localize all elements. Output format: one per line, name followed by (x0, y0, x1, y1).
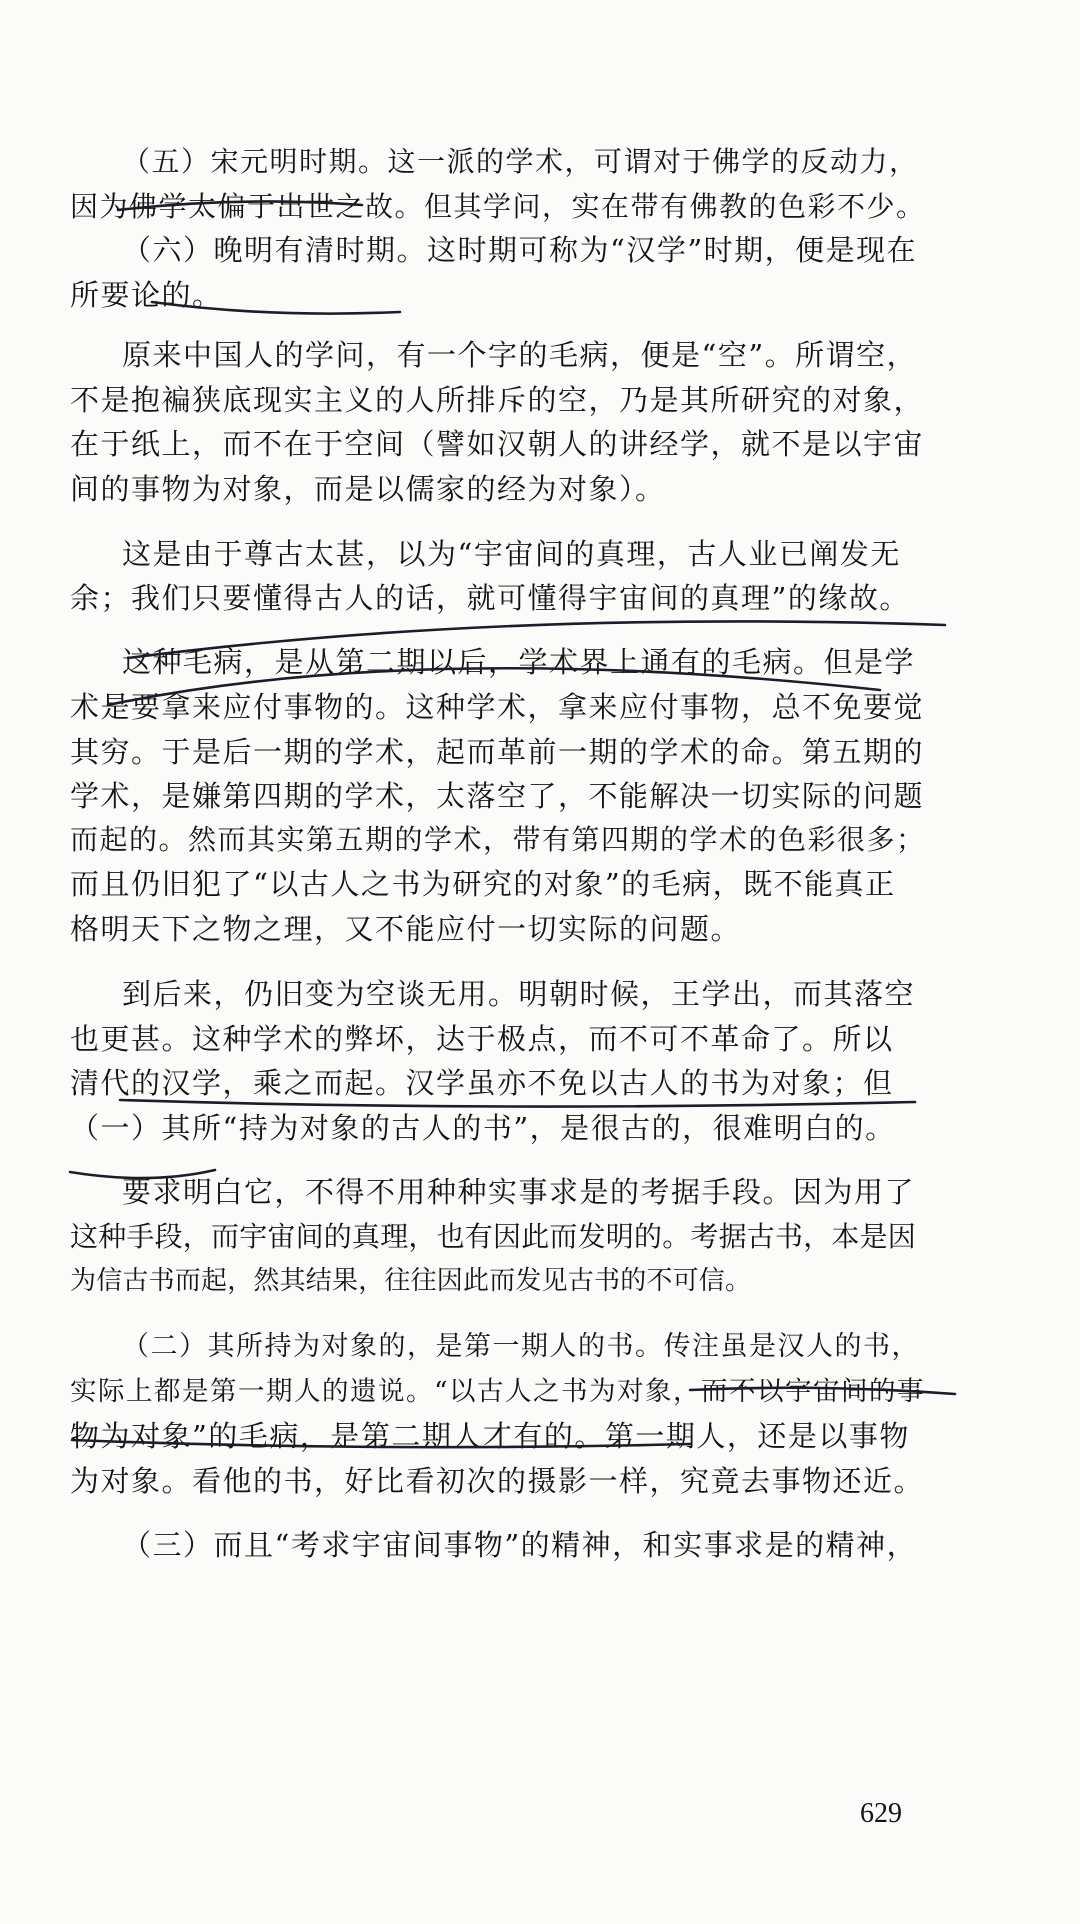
text-line: 这种毛病，是从第二期以后，学术界上通有的毛病。但是学 (122, 645, 916, 679)
text-line: 也更甚。这种学术的弊坏，达于极点，而不可不革命了。所以 (70, 1022, 894, 1056)
text-line: 其穷。于是后一期的学术，起而革前一期的学术的命。第五期的 (70, 735, 925, 769)
page-number: 629 (860, 1798, 902, 1829)
text-line: 实际上都是第一期人的遗说。“以古人之书为对象，而不以宇宙间的事 (70, 1376, 926, 1407)
text-line: 为对象。看他的书，好比看初次的摄影一样，究竟去事物还近。 (70, 1464, 925, 1498)
text-line: 物为对象”的毛病，是第二期人才有的。第一期人，还是以事物 (70, 1419, 910, 1453)
text-line: （六）晚明有清时期。这时期可称为“汉学”时期，便是现在 (122, 233, 918, 267)
text-line: 术是要拿来应付事物的。这种学术，拿来应付事物，总不免要觉 (70, 690, 925, 724)
text-line: 到后来，仍旧变为空谈无用。明朝时候，王学出，而其落空 (122, 977, 916, 1011)
text-line: 间的事物为对象，而是以儒家的经为对象）。 (70, 472, 666, 506)
text-line: 这种手段，而宇宙间的真理，也有因此而发明的。考据古书，本是因 (70, 1220, 917, 1253)
text-line: 因为佛学太偏于出世之故。但其学问，实在带有佛教的色彩不少。 (70, 190, 926, 223)
text-line: 不是抱褊狭底现实主义的人所排斥的空，乃是其所研究的对象， (70, 383, 925, 417)
text-line: 余；我们只要懂得古人的话，就可懂得宇宙间的真理”的缘故。 (70, 581, 910, 615)
text-line: （二）其所持为对象的，是第一期人的书。传注虽是汉人的书， (122, 1331, 920, 1362)
text-line: （三）而且“考求宇宙间事物”的精神，和实事求是的精神， (122, 1528, 918, 1562)
text-line: （五）宋元明时期。这一派的学术，可谓对于佛学的反动力， (122, 145, 919, 178)
text-line: 清代的汉学，乘之而起。汉学虽亦不免以古人的书为对象；但 (70, 1066, 894, 1100)
text-line: 为信古书而起，然其结果，往往因此而发见古书的不可信。 (70, 1266, 752, 1296)
text-line: （一）其所“持为对象的古人的书”，是很古的，很难明白的。 (70, 1111, 896, 1145)
text-line: 而且仍旧犯了“以古人之书为研究的对象”的毛病，既不能真正 (70, 867, 896, 901)
text-line: 这是由于尊古太甚，以为“宇宙间的真理，古人业已阐发无 (122, 537, 901, 571)
text-line: 所要论的。 (70, 278, 223, 312)
text-line: 而起的。然而其实第五期的学术，带有第四期的学术的色彩很多； (70, 823, 926, 856)
text-line: 原来中国人的学问，有一个字的毛病，便是“空”。所谓空， (122, 338, 918, 372)
text-line: 要求明白它，不得不用种种实事求是的考据手段。因为用了 (122, 1175, 916, 1209)
text-line: 在于纸上，而不在于空间（譬如汉朝人的讲经学，就不是以宇宙 (70, 427, 925, 461)
text-line: 格明天下之物之理，又不能应付一切实际的问题。 (70, 912, 742, 946)
text-line: 学术，是嫌第四期的学术，太落空了，不能解决一切实际的问题 (70, 779, 925, 813)
